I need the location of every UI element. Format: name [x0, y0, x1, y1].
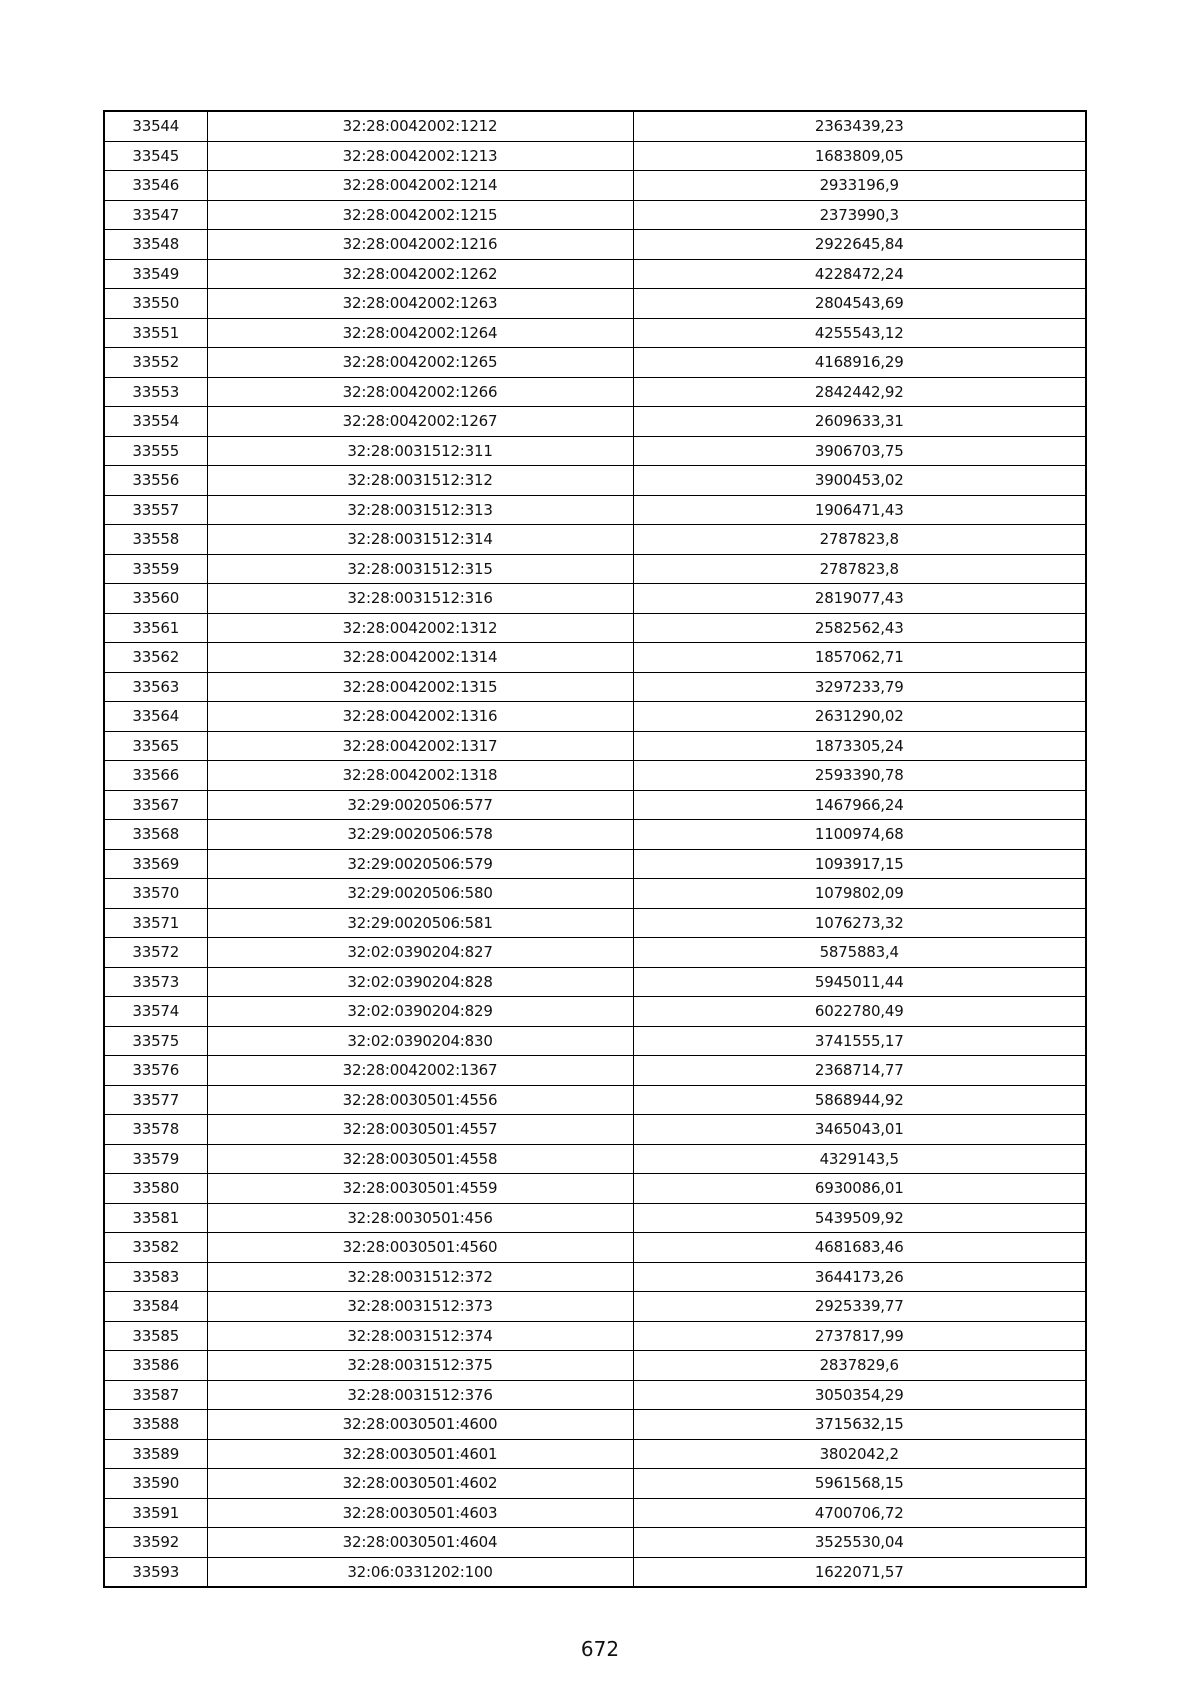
table-row [104, 761, 1086, 791]
row-number-cell: 33587 [104, 1380, 207, 1410]
cadastral-number-cell: 32:28:0031512:314 [207, 525, 633, 555]
cadastral-value-cell: 2787823,8 [633, 525, 1086, 555]
row-number-cell: 33547 [104, 200, 207, 230]
table-row [104, 643, 1086, 673]
row-number-cell: 33570 [104, 879, 207, 909]
cadastral-value-cell: 1076273,32 [633, 908, 1086, 938]
table-row [104, 702, 1086, 732]
cadastral-value-cell: 3465043,01 [633, 1115, 1086, 1145]
cadastral-value-cell: 2819077,43 [633, 584, 1086, 614]
table-row [104, 377, 1086, 407]
table-row [104, 1174, 1086, 1204]
cadastral-number-cell: 32:29:0020506:578 [207, 820, 633, 850]
cadastral-value-cell: 1093917,15 [633, 849, 1086, 879]
row-number-cell: 33580 [104, 1174, 207, 1204]
row-number-cell: 33552 [104, 348, 207, 378]
cadastral-number-cell: 32:28:0042002:1212 [207, 111, 633, 141]
cadastral-value-cell: 5439509,92 [633, 1203, 1086, 1233]
row-number-cell: 33555 [104, 436, 207, 466]
table-row [104, 1380, 1086, 1410]
table-row [104, 111, 1086, 141]
table-row [104, 289, 1086, 319]
cadastral-number-cell: 32:28:0030501:4558 [207, 1144, 633, 1174]
row-number-cell: 33573 [104, 967, 207, 997]
cadastral-value-cell: 2842442,92 [633, 377, 1086, 407]
cadastral-number-cell: 32:28:0031512:313 [207, 495, 633, 525]
row-number-cell: 33545 [104, 141, 207, 171]
cadastral-number-cell: 32:28:0042002:1264 [207, 318, 633, 348]
row-number-cell: 33553 [104, 377, 207, 407]
cadastral-value-cell: 2922645,84 [633, 230, 1086, 260]
row-number-cell: 33564 [104, 702, 207, 732]
cadastral-value-cell: 2804543,69 [633, 289, 1086, 319]
cadastral-value-cell: 2368714,77 [633, 1056, 1086, 1086]
row-number-cell: 33556 [104, 466, 207, 496]
cadastral-value-cell: 5875883,4 [633, 938, 1086, 968]
table-row [104, 318, 1086, 348]
cadastral-value-cell: 5945011,44 [633, 967, 1086, 997]
table-body [104, 111, 1086, 1587]
table-row [104, 1056, 1086, 1086]
row-number-cell: 33591 [104, 1498, 207, 1528]
row-number-cell: 33565 [104, 731, 207, 761]
cadastral-value-cell: 5961568,15 [633, 1469, 1086, 1499]
row-number-cell: 33561 [104, 613, 207, 643]
cadastral-value-cell: 3715632,15 [633, 1410, 1086, 1440]
cadastral-value-cell: 2933196,9 [633, 171, 1086, 201]
row-number-cell: 33586 [104, 1351, 207, 1381]
cadastral-value-cell: 4255543,12 [633, 318, 1086, 348]
cadastral-number-cell: 32:28:0030501:4557 [207, 1115, 633, 1145]
cadastral-number-cell: 32:28:0042002:1316 [207, 702, 633, 732]
table-row [104, 1144, 1086, 1174]
cadastral-value-cell: 3525530,04 [633, 1528, 1086, 1558]
row-number-cell: 33578 [104, 1115, 207, 1145]
cadastral-number-cell: 32:28:0042002:1312 [207, 613, 633, 643]
cadastral-number-cell: 32:28:0030501:4601 [207, 1439, 633, 1469]
table-row [104, 1203, 1086, 1233]
row-number-cell: 33559 [104, 554, 207, 584]
cadastral-number-cell: 32:28:0042002:1367 [207, 1056, 633, 1086]
table-row [104, 879, 1086, 909]
cadastral-value-cell: 1622071,57 [633, 1557, 1086, 1587]
table-row [104, 1292, 1086, 1322]
cadastral-number-cell: 32:29:0020506:579 [207, 849, 633, 879]
table-row [104, 200, 1086, 230]
row-number-cell: 33577 [104, 1085, 207, 1115]
table-row [104, 171, 1086, 201]
cadastral-number-cell: 32:28:0042002:1318 [207, 761, 633, 791]
cadastral-number-cell: 32:28:0042002:1214 [207, 171, 633, 201]
cadastral-number-cell: 32:02:0390204:830 [207, 1026, 633, 1056]
cadastral-number-cell: 32:28:0030501:4600 [207, 1410, 633, 1440]
row-number-cell: 33590 [104, 1469, 207, 1499]
cadastral-value-cell: 1467966,24 [633, 790, 1086, 820]
cadastral-value-cell: 3906703,75 [633, 436, 1086, 466]
cadastral-value-table [103, 110, 1087, 1588]
cadastral-value-cell: 2737817,99 [633, 1321, 1086, 1351]
table-row [104, 525, 1086, 555]
row-number-cell: 33544 [104, 111, 207, 141]
cadastral-value-cell: 1079802,09 [633, 879, 1086, 909]
cadastral-value-cell: 3741555,17 [633, 1026, 1086, 1056]
table-row [104, 230, 1086, 260]
table-row [104, 584, 1086, 614]
row-number-cell: 33557 [104, 495, 207, 525]
table-row [104, 1410, 1086, 1440]
cadastral-number-cell: 32:28:0042002:1314 [207, 643, 633, 673]
table-row [104, 495, 1086, 525]
cadastral-number-cell: 32:28:0031512:374 [207, 1321, 633, 1351]
table-row [104, 1469, 1086, 1499]
cadastral-number-cell: 32:28:0030501:456 [207, 1203, 633, 1233]
cadastral-value-cell: 4700706,72 [633, 1498, 1086, 1528]
cadastral-value-cell: 1100974,68 [633, 820, 1086, 850]
cadastral-number-cell: 32:28:0030501:4604 [207, 1528, 633, 1558]
row-number-cell: 33546 [104, 171, 207, 201]
cadastral-number-cell: 32:28:0031512:375 [207, 1351, 633, 1381]
table-row [104, 1026, 1086, 1056]
row-number-cell: 33575 [104, 1026, 207, 1056]
cadastral-number-cell: 32:28:0030501:4603 [207, 1498, 633, 1528]
cadastral-number-cell: 32:28:0030501:4602 [207, 1469, 633, 1499]
row-number-cell: 33584 [104, 1292, 207, 1322]
cadastral-value-cell: 2609633,31 [633, 407, 1086, 437]
cadastral-number-cell: 32:28:0030501:4556 [207, 1085, 633, 1115]
table-row [104, 1085, 1086, 1115]
cadastral-number-cell: 32:28:0031512:372 [207, 1262, 633, 1292]
cadastral-number-cell: 32:28:0031512:316 [207, 584, 633, 614]
cadastral-number-cell: 32:28:0031512:376 [207, 1380, 633, 1410]
cadastral-value-cell: 4168916,29 [633, 348, 1086, 378]
row-number-cell: 33588 [104, 1410, 207, 1440]
cadastral-value-cell: 2593390,78 [633, 761, 1086, 791]
table-row [104, 259, 1086, 289]
table-row [104, 407, 1086, 437]
page-number: 672 [580, 1637, 620, 1661]
cadastral-value-cell: 4329143,5 [633, 1144, 1086, 1174]
cadastral-number-cell: 32:29:0020506:581 [207, 908, 633, 938]
cadastral-value-cell: 4681683,46 [633, 1233, 1086, 1263]
cadastral-value-cell: 4228472,24 [633, 259, 1086, 289]
cadastral-number-cell: 32:28:0042002:1263 [207, 289, 633, 319]
cadastral-value-cell: 2363439,23 [633, 111, 1086, 141]
table-row [104, 1262, 1086, 1292]
row-number-cell: 33589 [104, 1439, 207, 1469]
row-number-cell: 33569 [104, 849, 207, 879]
table-row [104, 997, 1086, 1027]
cadastral-number-cell: 32:28:0031512:315 [207, 554, 633, 584]
row-number-cell: 33562 [104, 643, 207, 673]
table-row [104, 1557, 1086, 1587]
cadastral-value-cell: 2373990,3 [633, 200, 1086, 230]
row-number-cell: 33567 [104, 790, 207, 820]
cadastral-value-cell: 2582562,43 [633, 613, 1086, 643]
cadastral-value-cell: 2925339,77 [633, 1292, 1086, 1322]
table-row [104, 967, 1086, 997]
row-number-cell: 33550 [104, 289, 207, 319]
cadastral-value-cell: 1857062,71 [633, 643, 1086, 673]
cadastral-number-cell: 32:28:0030501:4559 [207, 1174, 633, 1204]
cadastral-number-cell: 32:28:0042002:1317 [207, 731, 633, 761]
row-number-cell: 33576 [104, 1056, 207, 1086]
row-number-cell: 33554 [104, 407, 207, 437]
table-row [104, 554, 1086, 584]
cadastral-number-cell: 32:02:0390204:829 [207, 997, 633, 1027]
cadastral-value-cell: 6930086,01 [633, 1174, 1086, 1204]
cadastral-value-cell: 3644173,26 [633, 1262, 1086, 1292]
cadastral-value-cell: 5868944,92 [633, 1085, 1086, 1115]
cadastral-value-cell: 1683809,05 [633, 141, 1086, 171]
row-number-cell: 33582 [104, 1233, 207, 1263]
cadastral-number-cell: 32:28:0031512:373 [207, 1292, 633, 1322]
cadastral-number-cell: 32:28:0042002:1265 [207, 348, 633, 378]
table-row [104, 908, 1086, 938]
cadastral-number-cell: 32:28:0031512:312 [207, 466, 633, 496]
row-number-cell: 33549 [104, 259, 207, 289]
table-row [104, 466, 1086, 496]
row-number-cell: 33551 [104, 318, 207, 348]
row-number-cell: 33571 [104, 908, 207, 938]
cadastral-number-cell: 32:28:0042002:1216 [207, 230, 633, 260]
table-row [104, 820, 1086, 850]
row-number-cell: 33574 [104, 997, 207, 1027]
cadastral-value-cell: 3050354,29 [633, 1380, 1086, 1410]
cadastral-value-cell: 2837829,6 [633, 1351, 1086, 1381]
table-row [104, 1233, 1086, 1263]
cadastral-value-cell: 1906471,43 [633, 495, 1086, 525]
cadastral-number-cell: 32:28:0042002:1315 [207, 672, 633, 702]
cadastral-number-cell: 32:02:0390204:827 [207, 938, 633, 968]
cadastral-number-cell: 32:28:0042002:1215 [207, 200, 633, 230]
cadastral-value-cell: 3802042,2 [633, 1439, 1086, 1469]
cadastral-value-cell: 1873305,24 [633, 731, 1086, 761]
cadastral-number-cell: 32:28:0042002:1262 [207, 259, 633, 289]
cadastral-number-cell: 32:06:0331202:100 [207, 1557, 633, 1587]
table-row [104, 141, 1086, 171]
cadastral-number-cell: 32:28:0042002:1267 [207, 407, 633, 437]
cadastral-number-cell: 32:28:0042002:1213 [207, 141, 633, 171]
table-row [104, 790, 1086, 820]
table-row [104, 1498, 1086, 1528]
cadastral-number-cell: 32:28:0042002:1266 [207, 377, 633, 407]
cadastral-number-cell: 32:28:0030501:4560 [207, 1233, 633, 1263]
cadastral-value-cell: 2787823,8 [633, 554, 1086, 584]
row-number-cell: 33572 [104, 938, 207, 968]
cadastral-value-cell: 2631290,02 [633, 702, 1086, 732]
row-number-cell: 33558 [104, 525, 207, 555]
row-number-cell: 33593 [104, 1557, 207, 1587]
cadastral-number-cell: 32:29:0020506:580 [207, 879, 633, 909]
table-row [104, 348, 1086, 378]
table-row [104, 938, 1086, 968]
cadastral-number-cell: 32:28:0031512:311 [207, 436, 633, 466]
row-number-cell: 33548 [104, 230, 207, 260]
row-number-cell: 33592 [104, 1528, 207, 1558]
cadastral-value-cell: 3900453,02 [633, 466, 1086, 496]
table-row [104, 1439, 1086, 1469]
table-row [104, 731, 1086, 761]
row-number-cell: 33560 [104, 584, 207, 614]
table-row [104, 613, 1086, 643]
table-row [104, 1321, 1086, 1351]
cadastral-value-cell: 3297233,79 [633, 672, 1086, 702]
table-row [104, 1115, 1086, 1145]
table-row [104, 436, 1086, 466]
table-row [104, 849, 1086, 879]
table-row [104, 672, 1086, 702]
cadastral-number-cell: 32:29:0020506:577 [207, 790, 633, 820]
table-row [104, 1528, 1086, 1558]
row-number-cell: 33585 [104, 1321, 207, 1351]
cadastral-number-cell: 32:02:0390204:828 [207, 967, 633, 997]
row-number-cell: 33566 [104, 761, 207, 791]
cadastral-value-cell: 6022780,49 [633, 997, 1086, 1027]
table-row [104, 1351, 1086, 1381]
row-number-cell: 33579 [104, 1144, 207, 1174]
row-number-cell: 33563 [104, 672, 207, 702]
row-number-cell: 33568 [104, 820, 207, 850]
row-number-cell: 33583 [104, 1262, 207, 1292]
row-number-cell: 33581 [104, 1203, 207, 1233]
